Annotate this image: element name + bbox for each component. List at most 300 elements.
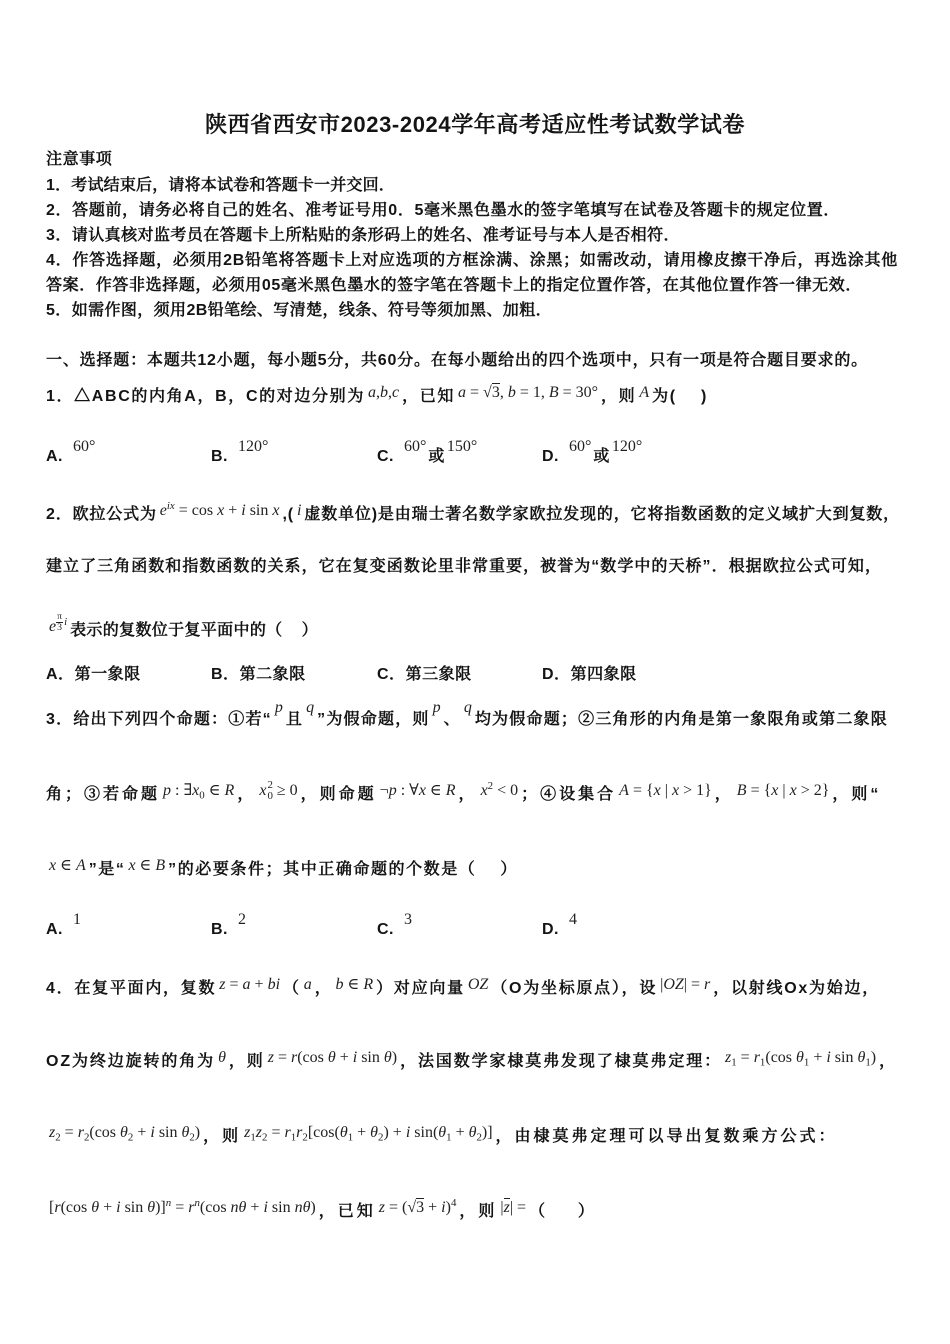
q4-stem-line-3 [46,1125,838,1149]
math-expression [73,911,81,928]
q1-option-a [46,438,97,469]
math-variable: θ [370,1124,379,1141]
math-symbol: 1 [250,1131,256,1144]
math-symbol: 2 [487,780,494,793]
math-variable: x [671,782,680,799]
math-variable: z [724,1049,732,1066]
q4-stem-line-1 [46,977,880,1001]
text-run: ， [237,786,257,803]
math-expression [404,911,412,928]
math-expression [259,778,298,803]
math-symbol: = [273,1049,291,1066]
math-expression [49,1124,201,1144]
math-variable: r [77,1124,84,1141]
text-run: 3．给出下列四个命题：①若“ [46,711,272,728]
math-symbol: ) [391,1049,398,1066]
q2-stem-line-3 [46,611,318,643]
math-variable: OZ [467,976,489,993]
math-expression [160,502,280,519]
text-run: ， [314,980,333,997]
text-run: ；④设集合 [521,786,617,803]
fraction-denominator: 3 [57,621,63,633]
math-expression [464,699,472,716]
math-symbol: 60° [569,438,592,455]
math-variable: θ [339,1124,348,1141]
math-variable: x [49,857,57,874]
math-expression [128,857,165,874]
option-value [571,666,637,683]
math-symbol: = 1, [515,384,549,401]
math-symbol: , [499,384,508,401]
math-variable: z [219,976,226,993]
note-2 [46,199,840,223]
math-symbol: , [375,384,380,401]
text-run: ，法国数学家棣莫弗发现了棣莫弗定理： [400,1053,722,1070]
math-expression [49,1199,316,1216]
math-symbol: (cos [297,1049,328,1066]
text-run: 第四象限 [570,666,637,683]
text-run: 2．答题前，请务必将自己的姓名、准考证号用0．5毫米黑色墨水的签字笔填写在试卷及答题卡的规定位置． [46,202,840,219]
math-variable: B [155,857,166,874]
math-variable: b [379,384,388,401]
option-label: D． [542,666,571,683]
option-label: A. [46,921,63,938]
math-variable: z [255,1124,263,1141]
math-symbol: ∈ [343,976,364,993]
math-symbol: ) [870,1049,877,1066]
math-symbol: ≥ 0 [272,782,298,799]
q3-option-a [46,911,83,942]
math-variable: θ [796,1049,804,1066]
text-run: 表示的复数位于复平面中的（ ） [70,621,318,639]
math-variable: i [116,1199,121,1216]
math-variable: x [128,857,136,874]
text-run: 第三象限 [405,666,472,683]
option-value [228,438,270,465]
text-run: ”是“ [88,861,126,878]
math-symbol: + [250,976,268,993]
math-symbol: (cos [765,1049,797,1066]
text-run: OZ为终边旋转的角为 [46,1053,216,1070]
text-run: ，已知 [318,1203,376,1220]
math-expression [73,438,95,455]
text-run: 且 [285,711,304,728]
math-expression [458,384,598,401]
math-variable: n [194,1197,200,1210]
math-expression [297,502,301,519]
math-symbol: 2 [238,911,246,928]
math-symbol: ∈ [56,857,76,874]
math-variable: n [165,1197,172,1210]
subscript: 0 [267,790,273,803]
text-run: ”为假命题，则 [317,711,430,728]
math-expression [724,1049,877,1069]
math-radicand: 3 [416,1199,425,1216]
math-symbol: 60° [73,438,96,455]
option-label: D. [542,448,559,465]
math-symbol: 2 [262,1131,268,1144]
math-symbol: + [99,1199,117,1216]
math-variable: i [826,1049,831,1066]
math-variable: θ [181,1124,190,1141]
text-run: ，则 [459,1203,498,1220]
math-expression [500,1199,526,1216]
math-variable: b [507,384,516,401]
math-variable: r [54,1199,61,1216]
text-run: 、 [443,711,461,728]
superscript [451,1197,456,1209]
math-expression [163,782,235,802]
q3-stem-line-3 [46,858,518,882]
math-symbol: ¬ [379,782,389,799]
math-symbol: sin( [410,1124,439,1141]
math-variable: i [64,615,68,628]
math-symbol: 1 [347,1131,354,1144]
option-value [63,911,83,938]
math-symbol: 120° [611,438,643,455]
math-expression [380,782,456,799]
math-symbol: sin [120,1199,148,1216]
math-symbol: 1 [759,1056,766,1069]
exam-title: 陕西省西安市2023-2024学年高考适应性考试数学试卷 [204,112,745,137]
math-symbol: + [424,1199,442,1216]
math-symbol: 1 [731,1056,737,1069]
math-variable: R [363,976,374,993]
option-value [559,438,644,465]
math-variable: B [736,782,747,799]
section-heading: 一、选择题：本题共12小题，每小题5分，共60分。在每小题给出的四个选项中，只有一项是符合题目要求的。 [46,352,868,369]
math-symbol: | = [683,976,705,993]
math-symbol: 1 [865,1056,871,1069]
math-symbol: 2 [476,1131,482,1144]
q3-stem-line-1 [46,699,888,732]
q4-stem-line-2 [46,1050,897,1074]
math-variable: z [378,1199,385,1216]
math-variable: A [639,384,650,401]
math-symbol: : ∀ [396,782,419,799]
math-symbol: sin [830,1049,858,1066]
math-symbol: (cos [89,1124,121,1141]
text-run: ）对应向量 [376,980,465,997]
option-value [406,666,472,683]
math-symbol: , [387,384,392,401]
math-symbol: )] [481,1124,493,1141]
math-expression [660,976,710,993]
math-symbol: : ∃ [171,782,193,799]
math-variable: e [159,502,167,519]
math-variable: θ [857,1049,866,1066]
math-symbol: (cos [60,1199,92,1216]
q1-option-d [542,438,644,469]
option-label: B． [211,666,240,683]
math-variable: r [188,1199,195,1216]
note-3 [46,224,680,248]
math-variable: i [405,1124,411,1141]
option-label: C． [377,666,406,683]
math-symbol: 2 [189,1131,195,1144]
math-symbol: = [267,1124,285,1141]
math-symbol: | [660,976,664,993]
math-expression [379,1199,457,1216]
math-variable: x [217,502,225,519]
math-variable: a [242,976,251,993]
math-symbol: 4 [450,1197,457,1210]
math-symbol: = [225,976,243,993]
math-expression [268,1049,397,1066]
math-expression [737,782,830,799]
q2-option-c [377,663,472,687]
math-expression [275,699,283,716]
text-run: 2．欧拉公式为 [46,506,157,523]
math-symbol: 60° [404,438,427,455]
math-symbol: 2 [55,1131,61,1144]
math-variable: θ [147,1199,156,1216]
option-label: C. [377,921,394,938]
q1-options [0,438,950,469]
math-symbol: ) [310,1199,316,1216]
text-run: ， [714,786,734,803]
math-symbol: 0 [199,789,205,802]
math-variable: r [284,1124,291,1141]
option-label: A． [46,666,75,683]
math-variable: i [441,1199,446,1216]
math-variable: a [458,384,466,401]
math-symbol: = [736,1049,754,1066]
math-symbol: + [133,1124,151,1141]
math-expression [368,384,399,401]
q2-option-a [46,663,141,687]
text-run: ，由棣莫弗定理可以导出复数乘方公式： [495,1128,838,1145]
math-expression [244,1124,493,1144]
option-value [240,666,306,683]
math-symbol: + [451,1124,469,1141]
math-symbol: 4 [569,911,577,928]
math-expression [481,782,519,799]
text-run: 答案．作答非选择题，必须用05毫米黑色墨水的签字笔在答题卡上的指定位置作答，在其他位置作答一律无效． [46,277,862,294]
text-run: 1．△ABC的内角A，B，C的对边分别为 [46,388,365,405]
math-symbol: = cos [174,502,218,519]
text-run: ，则命题 [300,786,377,803]
math-variable: z [267,1049,274,1066]
q1-stem-line-1 [46,385,708,409]
math-symbol: | [660,782,672,799]
text-run: （ [283,980,301,997]
q4-stem-line-4 [46,1197,597,1224]
math-symbol: ∈ [135,857,156,874]
text-run: ”的必要条件；其中正确命题的个数是（ ） [168,861,518,878]
math-symbol: 2 [378,1131,384,1144]
superscript [167,500,175,512]
math-symbol: 1 [446,1131,452,1144]
math-symbol: √ [483,384,492,401]
math-variable: bi [267,976,281,993]
math-expression [238,438,268,455]
text-run: 5．如需作图，须用2B铅笔绘、写清楚，线条、符号等须加黑、加粗． [46,302,552,319]
math-symbol: = [60,1124,78,1141]
math-variable: p [388,782,397,799]
math-symbol: + [246,1199,264,1216]
option-value [559,911,579,938]
math-variable: r [290,1049,298,1066]
text-run: 第一象限 [74,666,141,683]
math-conjugate: z [503,1199,510,1216]
math-variable: A [619,782,629,799]
text-run: ，则“ [832,786,882,803]
text-run: 或 [593,448,610,465]
math-variable: p [274,699,283,716]
math-variable: a [367,384,376,401]
math-variable: r [704,976,711,993]
text-run: ，已知 [402,388,455,405]
math-variable: c [391,384,400,401]
math-variable: x [418,782,426,799]
math-symbol: = { [746,782,772,799]
note-4-line-2 [46,274,862,298]
math-expression [639,384,649,401]
math-variable: x [272,502,280,519]
math-variable: θ [327,1049,336,1066]
math-symbol: (cos [199,1199,231,1216]
text-run: 3．请认真核对监考员在答题卡上所粘贴的条形码上的姓名、准考证号与本人是否相符． [46,227,680,244]
math-variable: x [789,782,797,799]
fraction [56,612,63,633]
math-symbol: | [778,782,790,799]
q3-stem-line-2 [46,778,882,807]
q2-option-b [211,663,306,687]
math-variable: i [352,1049,358,1066]
math-symbol: + [353,1124,371,1141]
math-variable: θ [91,1199,100,1216]
fraction-numerator: π [57,611,63,622]
text-run: （O为坐标原点），设 [491,980,658,997]
q3-option-b [211,911,248,942]
q2-stem-line-1 [46,500,900,527]
math-variable: A [75,857,86,874]
math-symbol: + [809,1049,827,1066]
math-variable: q [463,699,472,716]
text-run: 4．作答选择题，必须用2B铅笔将答题卡上对应选项的方框涂满、涂黑；如需改动，请用橡皮擦干净后，再选涂其他 [46,252,898,269]
math-symbol: 1 [290,1131,297,1144]
math-symbol: sin [154,1124,182,1141]
math-expression [238,911,246,928]
math-variable: p [432,699,441,716]
math-symbol: + [224,502,242,519]
math-variable: θ [468,1124,477,1141]
math-variable: OZ [663,976,684,993]
math-symbol: = [171,1199,189,1216]
math-symbol: sin [245,502,273,519]
text-run: 4．在复平面内，复数 [46,980,217,997]
math-variable: R [445,782,456,799]
math-variable: r [753,1049,760,1066]
note-1 [46,174,395,198]
math-expression [49,611,68,635]
option-value [228,911,248,938]
option-label: D. [542,921,559,938]
math-symbol: = [466,384,484,401]
math-variable: q [306,699,315,716]
math-expression [336,976,374,993]
math-symbol: 2 [302,1131,308,1144]
math-symbol: + [335,1049,353,1066]
text-run: ，则 [228,1053,265,1070]
math-variable: θ [438,1124,447,1141]
math-expression [612,438,642,455]
text-run: ，以射线Ox为始边， [713,980,880,997]
math-variable: r [296,1124,303,1141]
math-variable: x [192,782,200,799]
q3-option-d [542,911,579,942]
math-variable: R [224,782,235,799]
math-symbol: | [500,1199,504,1216]
text-run: ，则 [601,388,637,405]
option-label: C. [377,448,394,465]
math-expression [304,976,312,993]
q2-option-d [542,663,637,687]
note-4-line-1 [46,249,898,273]
text-run: ,( [282,506,294,523]
math-variable: ix [166,500,175,513]
math-symbol: √ [407,1199,417,1216]
text-run: 第二象限 [239,666,306,683]
math-symbol: 2 [83,1131,90,1144]
text-run: 虚数单位)是由瑞士著名数学家欧拉发现的，它将指数函数的定义域扩大到复数， [304,506,900,523]
math-symbol: ∈ [204,782,225,799]
math-symbol: 3 [404,911,412,928]
math-variable: i [296,502,302,519]
math-symbol: | = [509,1199,527,1216]
option-value [75,666,141,683]
math-variable: nθ [230,1199,247,1216]
option-label: B. [211,448,228,465]
option-label: B. [211,921,228,938]
q2-options [0,663,950,687]
math-variable: e [49,617,57,635]
math-expression [447,438,477,455]
math-symbol: 1 [803,1056,810,1069]
math-symbol: > 2} [796,782,830,799]
math-variable: i [263,1199,268,1216]
math-variable: B [548,384,559,401]
math-symbol: = 30° [558,384,599,401]
math-radicand: 3 [491,384,500,401]
math-symbol: [ [49,1199,55,1216]
math-symbol: = ( [385,1199,408,1216]
q3-options [0,911,950,942]
text-run: ， [879,1053,897,1070]
math-variable: x [771,782,779,799]
math-variable: nθ [294,1199,311,1216]
math-symbol: ) [445,1199,451,1216]
text-run: 为( ) [652,388,709,405]
math-symbol: sin [267,1199,295,1216]
math-symbol: [cos( [307,1124,340,1141]
math-expression [49,857,86,874]
math-symbol: ) [194,1124,201,1141]
math-variable: θ [120,1124,128,1141]
math-variable: x [653,782,661,799]
math-expression [404,438,426,455]
q1-option-c [377,438,479,469]
option-value [63,438,97,465]
math-variable: i [241,502,246,519]
math-symbol: = { [628,782,654,799]
math-variable: θ [383,1049,392,1066]
math-variable: z [49,1124,56,1141]
text-run: 均为假命题；②三角形的内角是第一象限角或第二象限 [474,711,888,728]
math-expression [306,699,314,716]
notes-heading: 注意事项 [46,151,113,168]
